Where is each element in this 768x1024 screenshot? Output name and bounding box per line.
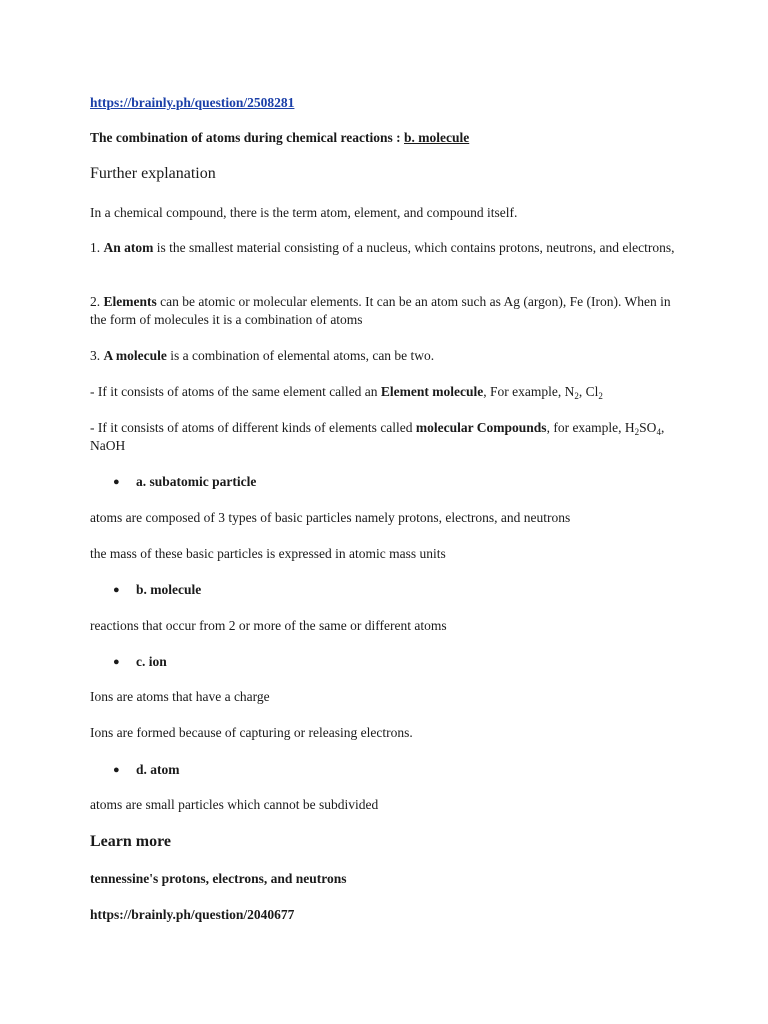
option-b-label: b. molecule xyxy=(136,582,202,597)
p1-num: 1. xyxy=(90,240,104,255)
source-link[interactable]: https://brainly.ph/question/2508281 xyxy=(90,95,295,110)
p2-term: Elements xyxy=(103,294,157,309)
p5-tail: , NaOH xyxy=(90,420,665,453)
p5-sub2: 4 xyxy=(656,427,661,437)
p3-term: A molecule xyxy=(103,348,167,363)
p4-lead: - If it consists of atoms of the same element called an xyxy=(90,384,381,399)
p4-mid: , For example, N xyxy=(483,384,575,399)
p1-term: An atom xyxy=(103,240,154,255)
option-c-label: c. ion xyxy=(136,654,167,669)
bullet-icon: ● xyxy=(113,584,120,596)
p2-num: 2. xyxy=(90,294,104,309)
p3-text: is a combination of elemental atoms, can be two. xyxy=(166,348,435,363)
answer-value: b. molecule xyxy=(404,130,470,145)
option-c-line-2: Ions are formed because of capturing or releasing electrons. xyxy=(90,725,413,740)
p1-text: is the smallest material consisting of a nucleus, which contains protons, neutrons, and electrons, xyxy=(153,240,675,255)
p5-sub1: 2 xyxy=(634,427,640,437)
p5-lead: - If it consists of atoms of different kinds of elements called xyxy=(90,420,416,435)
bullet-icon: ● xyxy=(113,656,120,668)
option-a-label: a. subatomic particle xyxy=(136,474,257,489)
p3-num: 3. xyxy=(90,348,104,363)
p5-mid: , for example, H xyxy=(546,420,635,435)
p4-term: Element molecule xyxy=(380,384,484,399)
paragraph-elements xyxy=(90,293,680,329)
option-a-line-2: the mass of these basic particles is expressed in atomic mass units xyxy=(90,546,446,561)
heading-learn-more: Learn more xyxy=(90,833,172,850)
heading-further-explanation: Further explanation xyxy=(90,165,216,182)
p4-sep: , Cl xyxy=(578,384,599,399)
learn-more-title: tennessine's protons, electrons, and neutrons xyxy=(90,871,347,886)
option-c-line-1: Ions are atoms that have a charge xyxy=(90,689,270,704)
option-d-line-1: atoms are small particles which cannot be subdivided xyxy=(90,797,379,812)
intro-paragraph: In a chemical compound, there is the term atom, element, and compound itself. xyxy=(90,205,518,220)
p5-mid2: SO xyxy=(639,420,657,435)
answer-line xyxy=(90,129,680,147)
paragraph-molecular-compounds xyxy=(90,419,680,455)
learn-more-link[interactable]: https://brainly.ph/question/2040677 xyxy=(90,907,295,922)
p4-sub1: 2 xyxy=(574,391,579,401)
option-a-line-1: atoms are composed of 3 types of basic particles namely protons, electrons, and neutrons xyxy=(90,510,571,525)
bullet-icon: ● xyxy=(113,476,120,488)
option-d-label: d. atom xyxy=(136,762,180,777)
answer-lead: The combination of atoms during chemical reactions : xyxy=(90,130,404,145)
paragraph-element-molecule xyxy=(90,383,680,401)
p2-text: can be atomic or molecular elements. It can be an atom such as Ag (argon), Fe (Iron). When in the form of molecules it is a combination of atoms xyxy=(90,294,671,327)
paragraph-molecule xyxy=(90,347,680,365)
p5-term: molecular Compounds xyxy=(415,420,547,435)
paragraph-atom xyxy=(90,239,680,257)
option-b-line-1: reactions that occur from 2 or more of the same or different atoms xyxy=(90,618,447,633)
bullet-icon: ● xyxy=(113,764,120,776)
p4-sub2: 2 xyxy=(598,391,603,401)
